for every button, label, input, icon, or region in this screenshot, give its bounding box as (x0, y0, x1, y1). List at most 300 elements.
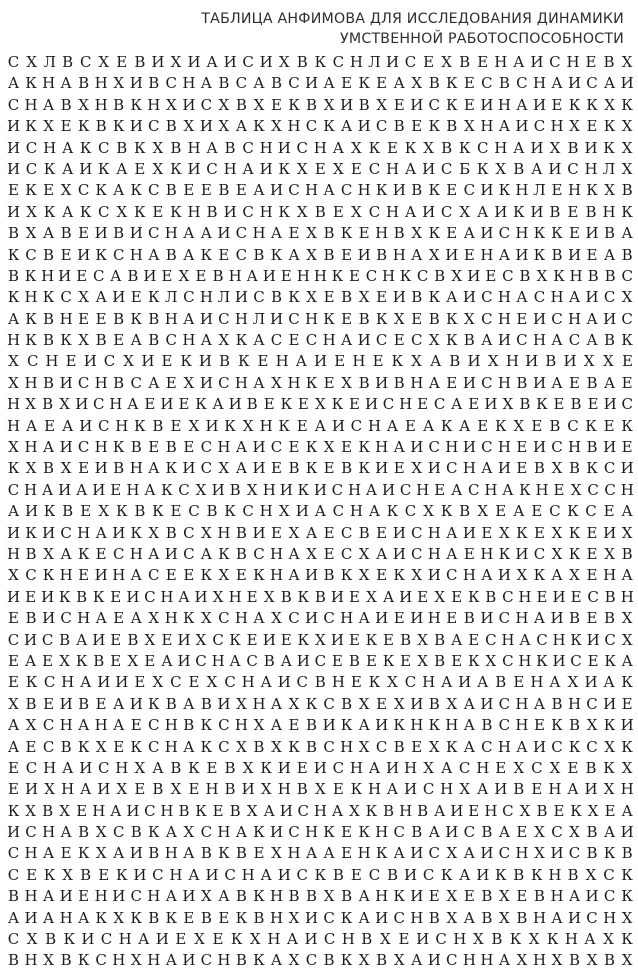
letter-cell: А (76, 630, 88, 649)
letter-cell: С (567, 416, 579, 435)
letter-cell: К (340, 716, 353, 735)
letter-cell: Х (144, 630, 156, 649)
letter-cell: В (446, 117, 458, 136)
letter-cell: К (230, 930, 243, 949)
letter-cell: К (130, 181, 143, 200)
letter-cell: Х (366, 587, 377, 606)
letter-cell: И (603, 309, 617, 328)
letter-cell: Е (348, 266, 360, 285)
letter-cell: Х (459, 780, 471, 799)
letter-cell: И (182, 887, 196, 906)
letter-cell: К (368, 138, 381, 157)
letter-cell: Х (188, 416, 200, 435)
letter-cell: К (516, 523, 528, 542)
letter-cell: И (199, 117, 213, 136)
letter-cell: И (83, 352, 97, 371)
letter-cell: В (113, 95, 125, 114)
letter-cell: В (621, 181, 633, 200)
letter-cell: Н (160, 801, 174, 820)
letter-cell: А (458, 865, 471, 884)
letter-cell: И (532, 95, 547, 114)
letter-row (7, 886, 634, 907)
letter-cell: В (60, 95, 72, 114)
letter-cell: В (178, 801, 190, 820)
letter-cell: Х (358, 737, 370, 756)
letter-cell: Н (259, 502, 273, 521)
letter-cell: И (584, 138, 598, 157)
letter-cell: И (296, 651, 310, 670)
letter-cell: С (165, 331, 178, 350)
letter-cell: А (519, 630, 531, 649)
letter-cell: Н (532, 908, 547, 927)
letter-cell: К (603, 844, 616, 863)
letter-cell: Х (26, 930, 38, 949)
letter-row (7, 694, 634, 715)
letter-cell: В (393, 224, 405, 243)
letter-cell: И (445, 823, 459, 842)
letter-cell: И (277, 758, 291, 777)
letter-cell: Е (411, 737, 423, 756)
letter-cell: Е (297, 395, 309, 414)
letter-cell: Х (358, 544, 370, 563)
letter-row (7, 651, 634, 672)
letter-cell: Е (25, 737, 37, 756)
letter-cell: И (77, 245, 91, 264)
letter-cell: Е (8, 609, 19, 628)
letter-cell: С (288, 309, 300, 328)
letter-cell: Л (252, 309, 266, 328)
letter-row (7, 587, 634, 608)
letter-cell: С (332, 502, 345, 521)
letter-cell: К (621, 331, 633, 350)
letter-cell: В (235, 887, 247, 906)
letter-cell: А (270, 951, 283, 970)
letter-cell: Е (341, 245, 353, 264)
letter-cell: Х (567, 673, 579, 692)
letter-cell: Е (43, 181, 55, 200)
letter-cell: К (404, 138, 417, 157)
letter-cell: А (516, 288, 528, 307)
letter-cell: Х (8, 438, 19, 457)
letter-cell: Н (24, 95, 38, 114)
letter-cell: С (536, 630, 548, 649)
letter-cell: К (278, 416, 290, 435)
letter-cell: В (533, 459, 545, 478)
letter-cell: Н (287, 373, 301, 392)
letter-cell: А (127, 395, 139, 414)
letter-cell: В (586, 844, 598, 863)
letter-cell: С (481, 288, 493, 307)
letter-cell: А (393, 844, 405, 863)
letter-cell: С (314, 651, 327, 670)
letter-cell: И (129, 74, 143, 93)
letter-cell: С (498, 716, 511, 735)
letter-cell: В (441, 138, 453, 157)
letter-cell: И (515, 245, 529, 264)
letter-cell: А (498, 823, 511, 842)
letter-cell: А (280, 651, 292, 670)
letter-cell: К (498, 544, 511, 563)
letter-cell: К (391, 352, 404, 371)
letter-cell: Х (604, 737, 615, 756)
letter-cell: Е (348, 587, 360, 606)
letter-cell: Е (463, 95, 475, 114)
letter-cell: Х (621, 908, 633, 927)
letter-cell: К (536, 651, 548, 670)
letter-cell: В (148, 74, 160, 93)
letter-cell: Е (400, 651, 412, 670)
letter-cell: Е (175, 930, 187, 949)
letter-cell: Н (41, 266, 55, 285)
letter-cell: Н (147, 95, 161, 114)
letter-cell: К (77, 737, 90, 756)
letter-cell: В (513, 159, 525, 178)
header-title-line-2: УМСТВЕННОЙ РАБОТОСПОСОБНОСТИ (340, 31, 624, 47)
letter-cell: Н (217, 951, 231, 970)
letter-cell: Н (392, 245, 406, 264)
letter-cell: Н (287, 844, 301, 863)
letter-cell: А (270, 224, 283, 243)
letter-cell: В (253, 737, 265, 756)
letter-cell: Е (586, 544, 598, 563)
letter-cell: Е (463, 74, 475, 93)
letter-cell: Е (206, 758, 218, 777)
letter-cell: С (296, 673, 308, 692)
letter-cell: Н (61, 780, 75, 799)
letter-cell: Н (59, 566, 73, 585)
letter-cell: В (270, 74, 282, 93)
letter-cell: С (25, 159, 38, 178)
letter-cell: Е (183, 181, 195, 200)
letter-cell: Н (164, 224, 178, 243)
letter-cell: В (604, 331, 616, 350)
letter-cell: В (519, 395, 531, 414)
letter-cell: В (481, 823, 493, 842)
letter-cell: С (498, 844, 511, 863)
letter-cell: Х (323, 887, 335, 906)
letter-cell: С (531, 758, 543, 777)
letter-cell: С (7, 53, 20, 71)
letter-cell: К (288, 288, 300, 307)
letter-cell: Н (340, 609, 354, 628)
letter-cell: К (350, 780, 363, 799)
letter-cell: С (288, 181, 300, 200)
letter-cell: С (183, 523, 195, 542)
letter-cell: Е (95, 544, 107, 563)
letter-cell: Е (152, 202, 164, 221)
letter-row (7, 501, 634, 522)
letter-cell: К (180, 352, 192, 371)
letter-cell: Н (532, 74, 547, 93)
letter-cell: К (95, 181, 107, 200)
letter-cell: К (458, 138, 471, 157)
letter-cell: В (314, 673, 326, 692)
letter-row (7, 523, 634, 544)
letter-cell: Е (188, 780, 200, 799)
letter-cell: С (246, 651, 258, 670)
letter-cell: Н (518, 651, 532, 670)
letter-cell: В (212, 266, 224, 285)
letter-cell: Н (129, 544, 143, 563)
letter-cell: С (340, 544, 353, 563)
letter-cell: С (148, 566, 160, 585)
letter-cell: С (551, 737, 563, 756)
letter-cell: Н (548, 780, 562, 799)
letter-cell: А (477, 202, 489, 221)
letter-cell: К (297, 480, 310, 499)
letter-cell: И (410, 887, 424, 906)
letter-cell: Н (187, 138, 201, 157)
letter-cell: С (516, 331, 528, 350)
letter-cell: В (549, 202, 561, 221)
letter-row (7, 116, 634, 137)
letter-cell: К (365, 630, 378, 649)
letter-cell: В (148, 844, 160, 863)
letter-cell: Х (428, 737, 440, 756)
letter-row (7, 608, 634, 629)
letter-cell: Н (59, 309, 73, 328)
letter-cell: Н (494, 138, 508, 157)
letter-cell: И (112, 288, 126, 307)
letter-cell: Х (218, 331, 230, 350)
letter-cell: Н (480, 544, 494, 563)
letter-cell: К (95, 245, 107, 264)
letter-cell: Н (241, 865, 255, 884)
letter-row (7, 950, 634, 971)
letter-cell: К (25, 331, 37, 350)
letter-cell: И (155, 930, 169, 949)
letter-cell: Х (446, 694, 458, 713)
letter-cell: И (427, 459, 441, 478)
letter-cell: Е (372, 352, 384, 371)
letter-cell: В (341, 459, 353, 478)
letter-cell: В (568, 609, 581, 628)
letter-cell: В (113, 373, 125, 392)
letter-cell: Х (393, 694, 405, 713)
letter-cell: Х (551, 523, 563, 542)
letter-cell: К (288, 737, 300, 756)
letter-cell: И (480, 224, 494, 243)
letter-cell: А (340, 117, 353, 136)
letter-cell: С (375, 737, 388, 756)
letter-cell: И (410, 95, 424, 114)
letter-cell: С (603, 459, 616, 478)
letter-cell: С (200, 438, 213, 457)
letter-cell: Н (480, 951, 494, 970)
letter-cell: Е (323, 288, 335, 307)
letter-cell: К (161, 480, 173, 499)
letter-cell: И (277, 865, 291, 884)
letter-cell: С (604, 480, 616, 499)
letter-cell: С (585, 502, 597, 521)
letter-cell: К (253, 566, 265, 585)
letter-cell: Н (24, 438, 38, 457)
letter-cell: Е (536, 587, 548, 606)
letter-cell: Х (411, 459, 423, 478)
letter-cell: А (270, 716, 283, 735)
letter-cell: Х (621, 288, 633, 307)
letter-cell: К (428, 716, 441, 735)
letter-row (7, 245, 634, 266)
letter-cell: Е (218, 908, 230, 927)
letter-cell: А (260, 865, 272, 884)
letter-cell: А (393, 74, 405, 93)
letter-cell: И (467, 352, 481, 371)
letter-cell: Н (234, 609, 248, 628)
letter-cell: С (458, 758, 471, 777)
letter-cell: В (7, 224, 20, 243)
letter-cell: С (297, 801, 310, 820)
letter-cell: К (445, 95, 458, 114)
letter-cell: Н (515, 609, 529, 628)
letter-cell: К (112, 438, 125, 457)
letter-cell: А (235, 117, 248, 136)
letter-cell: И (58, 266, 72, 285)
letter-cell: И (603, 438, 617, 457)
letter-cell: В (551, 245, 563, 264)
letter-cell: Х (376, 95, 387, 114)
letter-cell: И (340, 95, 354, 114)
letter-cell: В (567, 865, 579, 884)
letter-cell: Н (112, 951, 126, 970)
letter-cell: И (182, 459, 196, 478)
letter-cell: А (7, 737, 20, 756)
letter-cell: В (481, 887, 493, 906)
letter-cell: К (340, 224, 353, 243)
letter-cell: И (375, 716, 389, 735)
letter-cell: В (411, 181, 423, 200)
letter-cell: Х (127, 651, 139, 670)
letter-cell: Н (515, 181, 529, 200)
letter-cell: В (519, 266, 531, 285)
letter-cell: Х (253, 716, 265, 735)
letter-cell: Н (357, 844, 371, 863)
letter-cell: Х (423, 758, 434, 777)
letter-cell: С (60, 288, 72, 307)
letter-cell: И (187, 53, 201, 71)
letter-cell: Х (201, 609, 212, 628)
letter-cell: В (603, 53, 615, 71)
letter-cell: С (97, 202, 110, 221)
letter-cell: Н (164, 609, 178, 628)
letter-cell: Н (7, 331, 21, 350)
letter-row (7, 544, 634, 565)
letter-cell: А (42, 887, 55, 906)
letter-cell: Х (201, 523, 212, 542)
letter-cell: Н (349, 502, 363, 521)
letter-cell: Е (398, 930, 410, 949)
letter-cell: И (141, 352, 155, 371)
letter-cell: В (288, 459, 300, 478)
letter-cell: А (375, 544, 388, 563)
letter-cell: Н (61, 673, 75, 692)
letter-cell: С (570, 651, 582, 670)
letter-cell: Х (43, 544, 54, 563)
letter-cell: Н (115, 416, 129, 435)
letter-cell: В (235, 544, 247, 563)
letter-cell: Е (446, 373, 458, 392)
letter-cell: А (404, 202, 417, 221)
letter-cell: С (103, 352, 116, 371)
letter-cell: Е (270, 459, 282, 478)
letter-cell: Н (305, 823, 319, 842)
letter-cell: К (235, 331, 248, 350)
letter-cell: Н (59, 716, 73, 735)
letter-cell: Х (60, 181, 72, 200)
letter-cell: Н (603, 566, 617, 585)
letter-cell: Н (497, 373, 511, 392)
letter-cell: С (242, 502, 254, 521)
letter-cell: К (253, 887, 265, 906)
letter-cell: Х (485, 651, 497, 670)
letter-cell: Е (586, 566, 598, 585)
letter-cell: Х (534, 823, 545, 842)
letter-cell: К (253, 117, 265, 136)
letter-cell: В (116, 138, 128, 157)
letter-cell: В (43, 459, 55, 478)
letter-cell: И (194, 587, 208, 606)
letter-cell: Е (113, 737, 125, 756)
letter-cell: И (392, 288, 406, 307)
letter-cell: Е (25, 587, 37, 606)
letter-cell: И (399, 587, 413, 606)
letter-cell: Х (358, 288, 370, 307)
letter-cell: Х (417, 651, 428, 670)
letter-row (7, 458, 634, 479)
letter-cell: А (110, 801, 122, 820)
letter-cell: А (368, 758, 381, 777)
letter-cell: Е (376, 566, 388, 585)
letter-cell: А (513, 502, 525, 521)
letter-cell: Н (7, 416, 21, 435)
letter-cell: Е (586, 117, 598, 136)
letter-cell: К (297, 630, 310, 649)
letter-cell: Х (586, 951, 598, 970)
letter-cell: Н (217, 438, 231, 457)
letter-cell: И (385, 53, 400, 71)
letter-cell: С (296, 865, 308, 884)
letter-cell: С (224, 865, 236, 884)
letter-row (7, 843, 634, 864)
letter-cell: Н (7, 395, 21, 414)
letter-cell: Н (445, 716, 459, 735)
letter-cell: В (358, 95, 370, 114)
letter-cell: И (305, 908, 319, 927)
letter-row (7, 416, 634, 437)
letter-cell: И (462, 288, 476, 307)
letter-row (7, 373, 634, 394)
letter-cell: В (358, 309, 370, 328)
letter-cell: И (259, 159, 273, 178)
letter-cell: Е (253, 844, 265, 863)
letter-cell: Е (130, 716, 142, 735)
letter-cell: В (428, 908, 440, 927)
letter-cell: К (445, 74, 458, 93)
letter-cell: Н (476, 758, 490, 777)
letter-cell: С (586, 737, 598, 756)
letter-cell: И (25, 502, 39, 521)
letter-cell: Е (423, 53, 435, 71)
letter-cell: Е (516, 887, 528, 906)
letter-cell: К (130, 737, 143, 756)
letter-cell: Е (531, 502, 543, 521)
letter-cell: И (92, 630, 106, 649)
letter-cell: Н (259, 138, 273, 157)
letter-cell: Х (152, 673, 164, 692)
letter-cell: И (126, 801, 140, 820)
letter-cell: Е (144, 651, 156, 670)
letter-cell: С (604, 630, 616, 649)
